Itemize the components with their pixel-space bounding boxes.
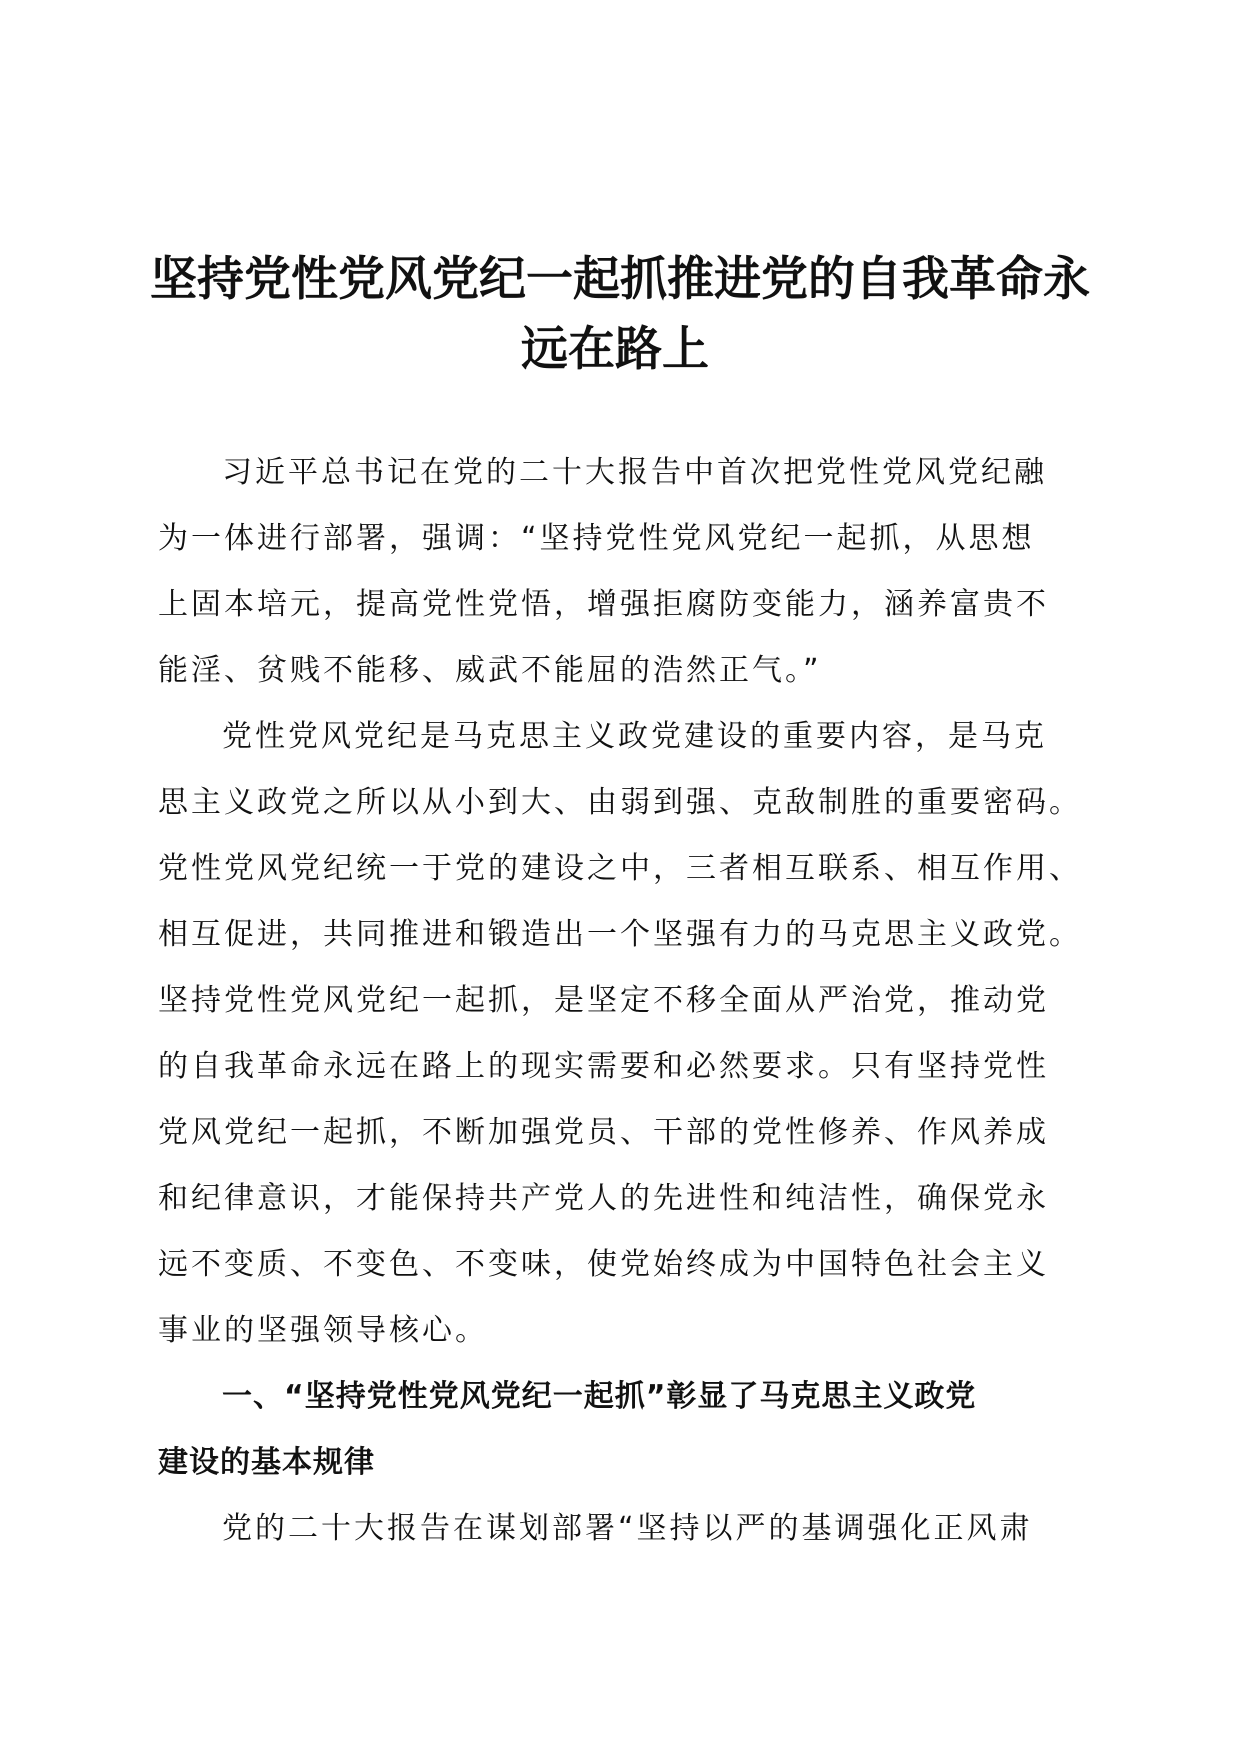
- paragraph-1: [158, 440, 1078, 704]
- section-heading-1: [158, 1364, 1078, 1496]
- title-line-1: 坚持党性党风党纪一起抓推进党的自我革命永: [150, 252, 1090, 307]
- paragraph-2-line-6: 的自我革命永远在路上的现实需要和必然要求。只有坚持党性: [158, 1049, 1049, 1084]
- paragraph-2-line-3: 党性党风党纪统一于党的建设之中，三者相互联系、相互作用、: [158, 851, 1082, 886]
- paragraph-2-line-7: 党风党纪一起抓，不断加强党员、干部的党性修养、作风养成: [158, 1115, 1049, 1150]
- paragraph-2-line-4: 相互促进，共同推进和锻造出一个坚强有力的马克思主义政党。: [158, 917, 1082, 952]
- paragraph-2-line-2: 思主义政党之所以从小到大、由弱到强、克敌制胜的重要密码。: [158, 785, 1082, 820]
- section-heading-line-2: 建设的基本规律: [158, 1445, 375, 1480]
- paragraph-1-line-1: 习近平总书记在党的二十大报告中首次把党性党风党纪融: [222, 455, 1047, 490]
- paragraph-2-line-1: 党性党风党纪是马克思主义政党建设的重要内容，是马克: [222, 719, 1047, 754]
- title-line-2: 远在路上: [521, 322, 709, 377]
- paragraph-2-line-8: 和纪律意识，才能保持共产党人的先进性和纯洁性，确保党永: [158, 1181, 1049, 1216]
- paragraph-2-line-5: 坚持党性党风党纪一起抓，是坚定不移全面从严治党，推动党: [158, 983, 1049, 1018]
- paragraph-1-line-4: 能淫、贫贱不能移、威武不能屈的浩然正气。”: [158, 653, 822, 688]
- paragraph-2-line-10: 事业的坚强领导核心。: [158, 1313, 488, 1348]
- document-title: [150, 245, 1090, 385]
- document-body: [158, 440, 1082, 1562]
- paragraph-3-line-1: 党的二十大报告在谋划部署“坚持以严的基调强化正风肃: [222, 1511, 1033, 1546]
- paragraph-3: [158, 1496, 1078, 1562]
- paragraph-1-line-3: 上固本培元，提高党性党悟，增强拒腐防变能力，涵养富贵不: [158, 587, 1049, 622]
- paragraph-2-line-9: 远不变质、不变色、不变味，使党始终成为中国特色社会主义: [158, 1247, 1049, 1282]
- paragraph-2: [158, 704, 1082, 1364]
- section-heading-line-1: 一、“坚持党性党风党纪一起抓”彰显了马克思主义政党: [222, 1379, 977, 1414]
- paragraph-1-line-2: 为一体进行部署，强调：“坚持党性党风党纪一起抓，从思想: [158, 521, 1035, 556]
